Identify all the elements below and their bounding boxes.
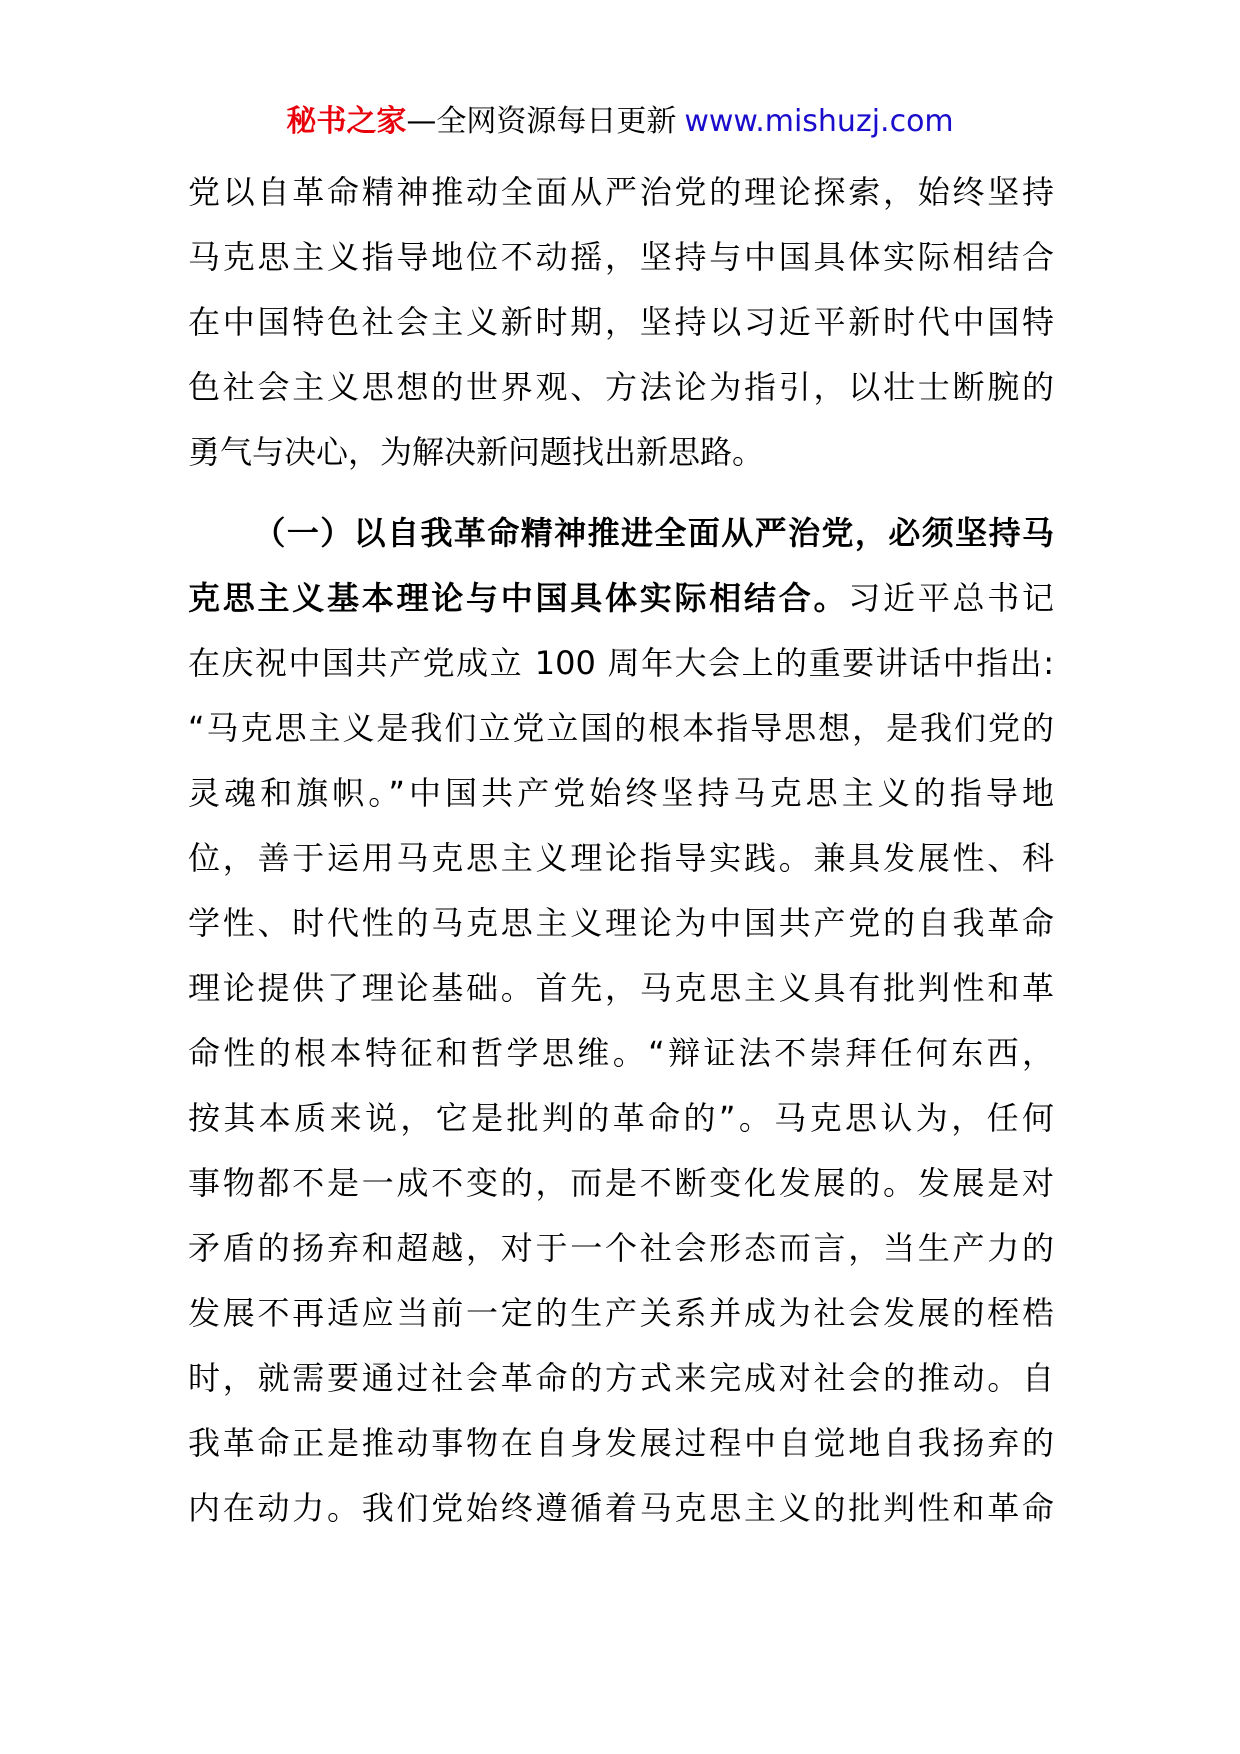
text-line: 事物都不是一成不变的，而是不断变化发展的。发展是对 — [188, 1164, 1054, 1202]
section-heading-line — [188, 566, 1054, 631]
document-body — [188, 160, 1054, 1541]
text-line: 党以自革命精神推动全面从严治党的理论探索，始终坚持 — [188, 173, 1054, 211]
section-heading-line — [188, 501, 1054, 566]
paragraph-2 — [188, 501, 1054, 1541]
text-line: 勇气与决心，为解决新问题找出新思路。 — [188, 433, 765, 471]
text-line: 位，善于运用马克思主义理论指导实践。兼具发展性、科 — [188, 839, 1054, 877]
header-site-url[interactable]: www.mishuzj.com — [684, 104, 954, 139]
section-heading-continued: 克思主义基本理论与中国具体实际相结合。 — [188, 579, 849, 617]
text-line: 学性、时代性的马克思主义理论为中国共产党的自我革命 — [188, 904, 1054, 942]
text-line: 灵魂和旗帜。”中国共产党始终坚持马克思主义的指导地 — [188, 774, 1054, 812]
text-line: 色社会主义思想的世界观、方法论为指引，以壮士断腕的 — [188, 368, 1054, 406]
text-line: 按其本质来说，它是批判的革命的”。马克思认为，任何 — [188, 1099, 1054, 1137]
text-line: 内在动力。我们党始终遵循着马克思主义的批判性和革命 — [188, 1489, 1054, 1527]
text-line: 理论提供了理论基础。首先，马克思主义具有批判性和革 — [188, 969, 1054, 1007]
header-tagline: —全网资源每日更新 — [406, 104, 677, 139]
text-line: 我革命正是推动事物在自身发展过程中自觉地自我扬弃的 — [188, 1424, 1054, 1462]
text-line: 马克思主义指导地位不动摇，坚持与中国具体实际相结合 — [188, 238, 1054, 276]
header-brand: 秘书之家 — [286, 104, 407, 139]
page-header — [0, 100, 1240, 144]
text-line: 在中国特色社会主义新时期，坚持以习近平新时代中国特 — [188, 303, 1054, 341]
text-line: 在庆祝中国共产党成立 100 周年大会上的重要讲话中指出: — [188, 644, 1054, 682]
text-line: 命性的根本特征和哲学思维。“辩证法不崇拜任何东西， — [188, 1034, 1054, 1072]
text-line: “马克思主义是我们立党立国的根本指导思想，是我们党的 — [188, 709, 1054, 747]
section-heading: （一）以自我革命精神推进全面从严治党，必须坚持马 — [252, 514, 1054, 552]
text-line: 矛盾的扬弃和超越，对于一个社会形态而言，当生产力的 — [188, 1229, 1054, 1267]
text-segment: 习近平总书记 — [848, 579, 1054, 617]
text-line: 发展不再适应当前一定的生产关系并成为社会发展的桎梏 — [188, 1294, 1054, 1332]
paragraph-1 — [188, 160, 1054, 485]
text-line: 时，就需要通过社会革命的方式来完成对社会的推动。自 — [188, 1359, 1054, 1397]
